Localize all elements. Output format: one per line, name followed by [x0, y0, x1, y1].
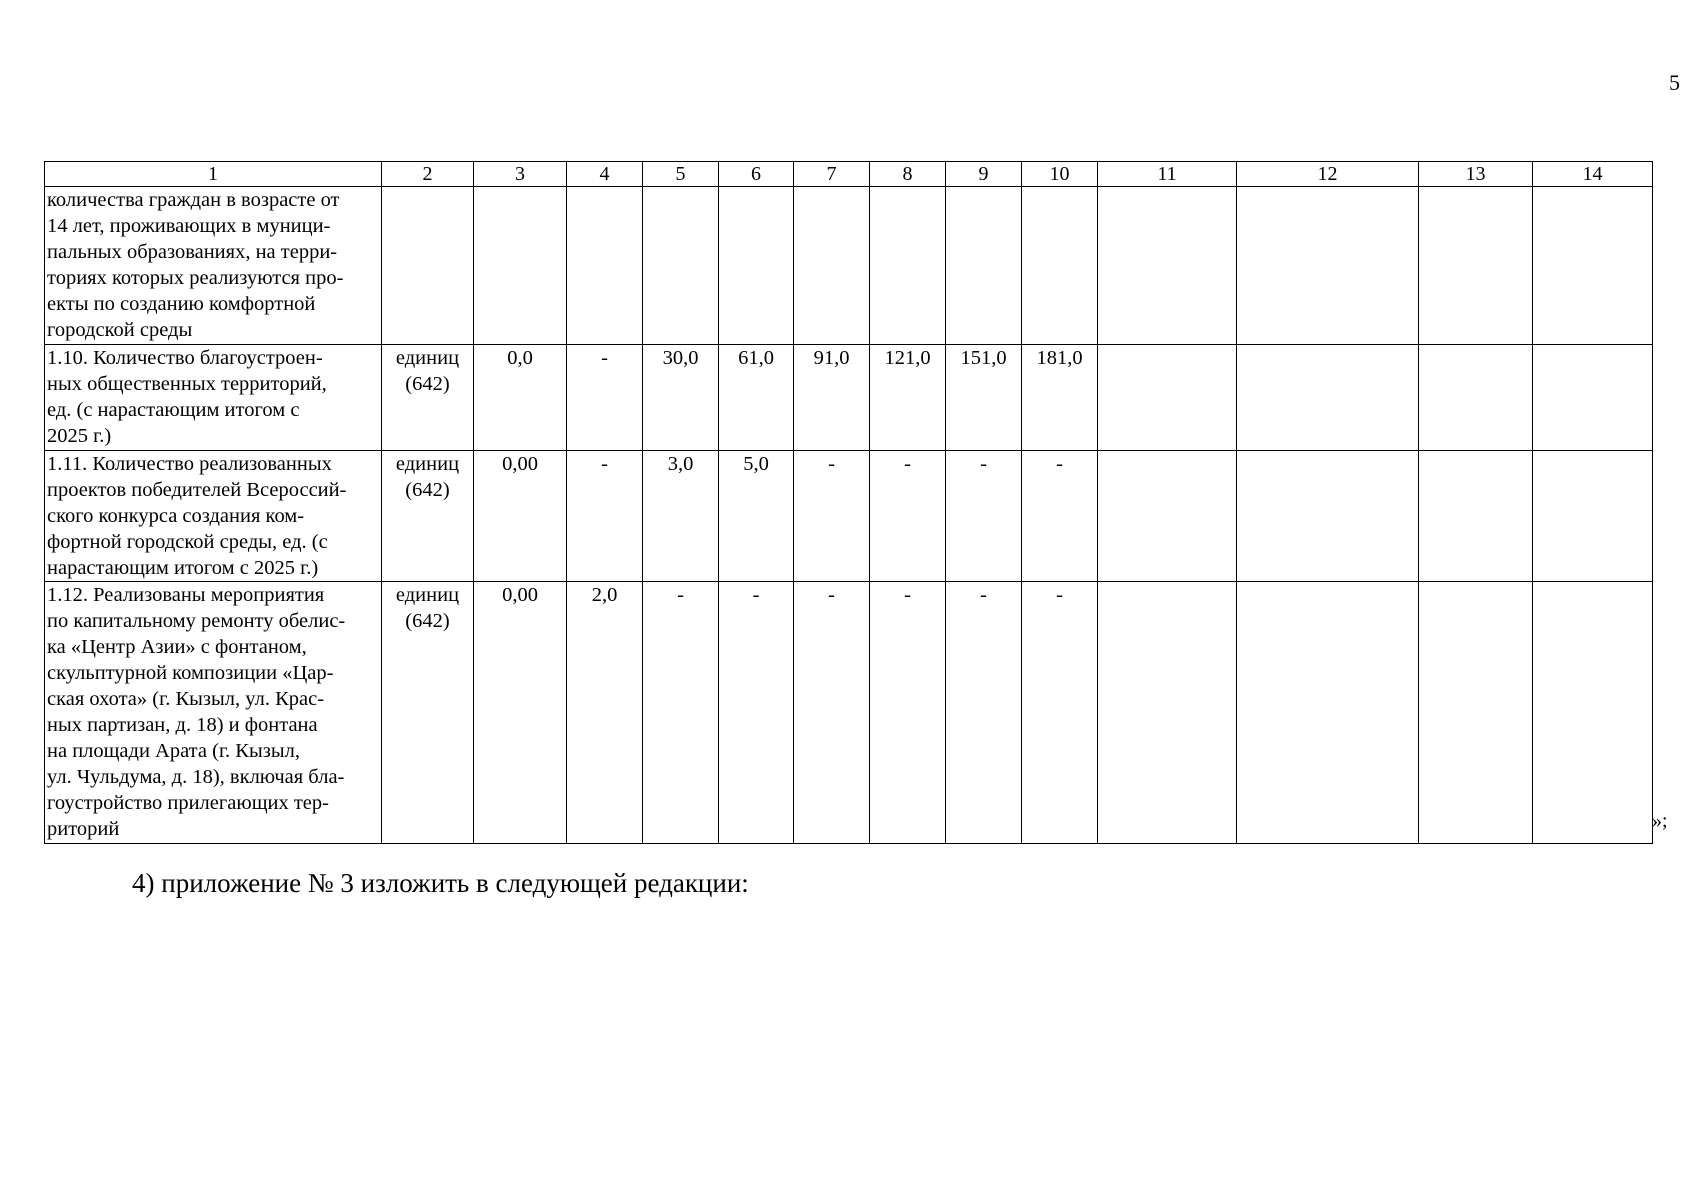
- value-cell: 0,00: [474, 582, 567, 844]
- value-cell: [794, 187, 870, 345]
- value-cell: 181,0: [1022, 345, 1098, 451]
- value-cell: -: [794, 451, 870, 582]
- value-cell: [1022, 187, 1098, 345]
- column-header: 8: [870, 162, 946, 187]
- column-header: 3: [474, 162, 567, 187]
- value-cell: [1419, 582, 1533, 844]
- value-cell: -: [870, 451, 946, 582]
- value-cell: [719, 187, 794, 345]
- value-cell: [1237, 582, 1419, 844]
- column-header: 5: [643, 162, 719, 187]
- value-cell: [643, 187, 719, 345]
- value-cell: [1098, 187, 1237, 345]
- column-header: 9: [946, 162, 1022, 187]
- unit-cell: [382, 187, 474, 345]
- value-cell: [1098, 345, 1237, 451]
- unit-cell: единиц (642): [382, 582, 474, 844]
- column-header: 13: [1419, 162, 1533, 187]
- value-cell: 3,0: [643, 451, 719, 582]
- value-cell: 151,0: [946, 345, 1022, 451]
- value-cell: 0,0: [474, 345, 567, 451]
- value-cell: 121,0: [870, 345, 946, 451]
- value-cell: -: [794, 582, 870, 844]
- column-header: 10: [1022, 162, 1098, 187]
- closing-quote: »;: [1652, 810, 1668, 832]
- value-cell: -: [1022, 451, 1098, 582]
- value-cell: [1419, 451, 1533, 582]
- value-cell: [1237, 187, 1419, 345]
- value-cell: [1237, 345, 1419, 451]
- value-cell: -: [567, 451, 643, 582]
- value-cell: [567, 187, 643, 345]
- column-header: 14: [1533, 162, 1653, 187]
- indicator-cell: 1.12. Реализованы мероприятия по капитальному ремонту обелис- ка «Центр Азии» с фонтаном, скульптурной композиции «Цар- ская охота» (г. Кызыл, ул. Крас- ных партизан, д. 18) и фонтана на площади Арата (г. Кызыл, ул. Чульдума, д. 18), включая бла- гоустройство прилегающих тер- риторий: [45, 582, 382, 844]
- value-cell: -: [643, 582, 719, 844]
- value-cell: 5,0: [719, 451, 794, 582]
- amendment-text: 4) приложение № 3 изложить в следующей редакции:: [132, 868, 749, 898]
- value-cell: [1533, 582, 1653, 844]
- value-cell: [1098, 451, 1237, 582]
- header-row: [45, 162, 1653, 187]
- unit-cell: единиц (642): [382, 345, 474, 451]
- value-cell: 2,0: [567, 582, 643, 844]
- column-header: 4: [567, 162, 643, 187]
- column-header: 1: [45, 162, 382, 187]
- value-cell: [474, 187, 567, 345]
- value-cell: [1237, 451, 1419, 582]
- indicator-cell: количества граждан в возрасте от 14 лет, проживающих в муници- пальных образованиях, на терри- ториях которых реализуются про- екты по созданию комфортной городской среды: [45, 187, 382, 345]
- indicator-cell: 1.10. Количество благоустроен- ных общественных территорий, ед. (с нарастающим итогом с 2025 г.): [45, 345, 382, 451]
- value-cell: -: [1022, 582, 1098, 844]
- column-header: 7: [794, 162, 870, 187]
- value-cell: -: [870, 582, 946, 844]
- value-cell: [1419, 345, 1533, 451]
- table-row: [45, 582, 1653, 844]
- indicator-table: [44, 161, 1653, 844]
- value-cell: [870, 187, 946, 345]
- value-cell: -: [567, 345, 643, 451]
- table-row: [45, 187, 1653, 345]
- indicator-cell: 1.11. Количество реализованных проектов победителей Всероссий- ского конкурса создания ком- фортной городской среды, ед. (с нарастающим итогом с 2025 г.): [45, 451, 382, 582]
- value-cell: -: [946, 451, 1022, 582]
- value-cell: [1533, 345, 1653, 451]
- value-cell: [1419, 187, 1533, 345]
- value-cell: [1533, 451, 1653, 582]
- column-header: 12: [1237, 162, 1419, 187]
- value-cell: [946, 187, 1022, 345]
- page-number: 5: [1669, 70, 1680, 95]
- value-cell: [1533, 187, 1653, 345]
- value-cell: -: [719, 582, 794, 844]
- column-header: 6: [719, 162, 794, 187]
- value-cell: 30,0: [643, 345, 719, 451]
- value-cell: 0,00: [474, 451, 567, 582]
- column-header: 2: [382, 162, 474, 187]
- unit-cell: единиц (642): [382, 451, 474, 582]
- value-cell: 91,0: [794, 345, 870, 451]
- column-header: 11: [1098, 162, 1237, 187]
- table-row: [45, 451, 1653, 582]
- value-cell: -: [946, 582, 1022, 844]
- table-row: [45, 345, 1653, 451]
- value-cell: 61,0: [719, 345, 794, 451]
- value-cell: [1098, 582, 1237, 844]
